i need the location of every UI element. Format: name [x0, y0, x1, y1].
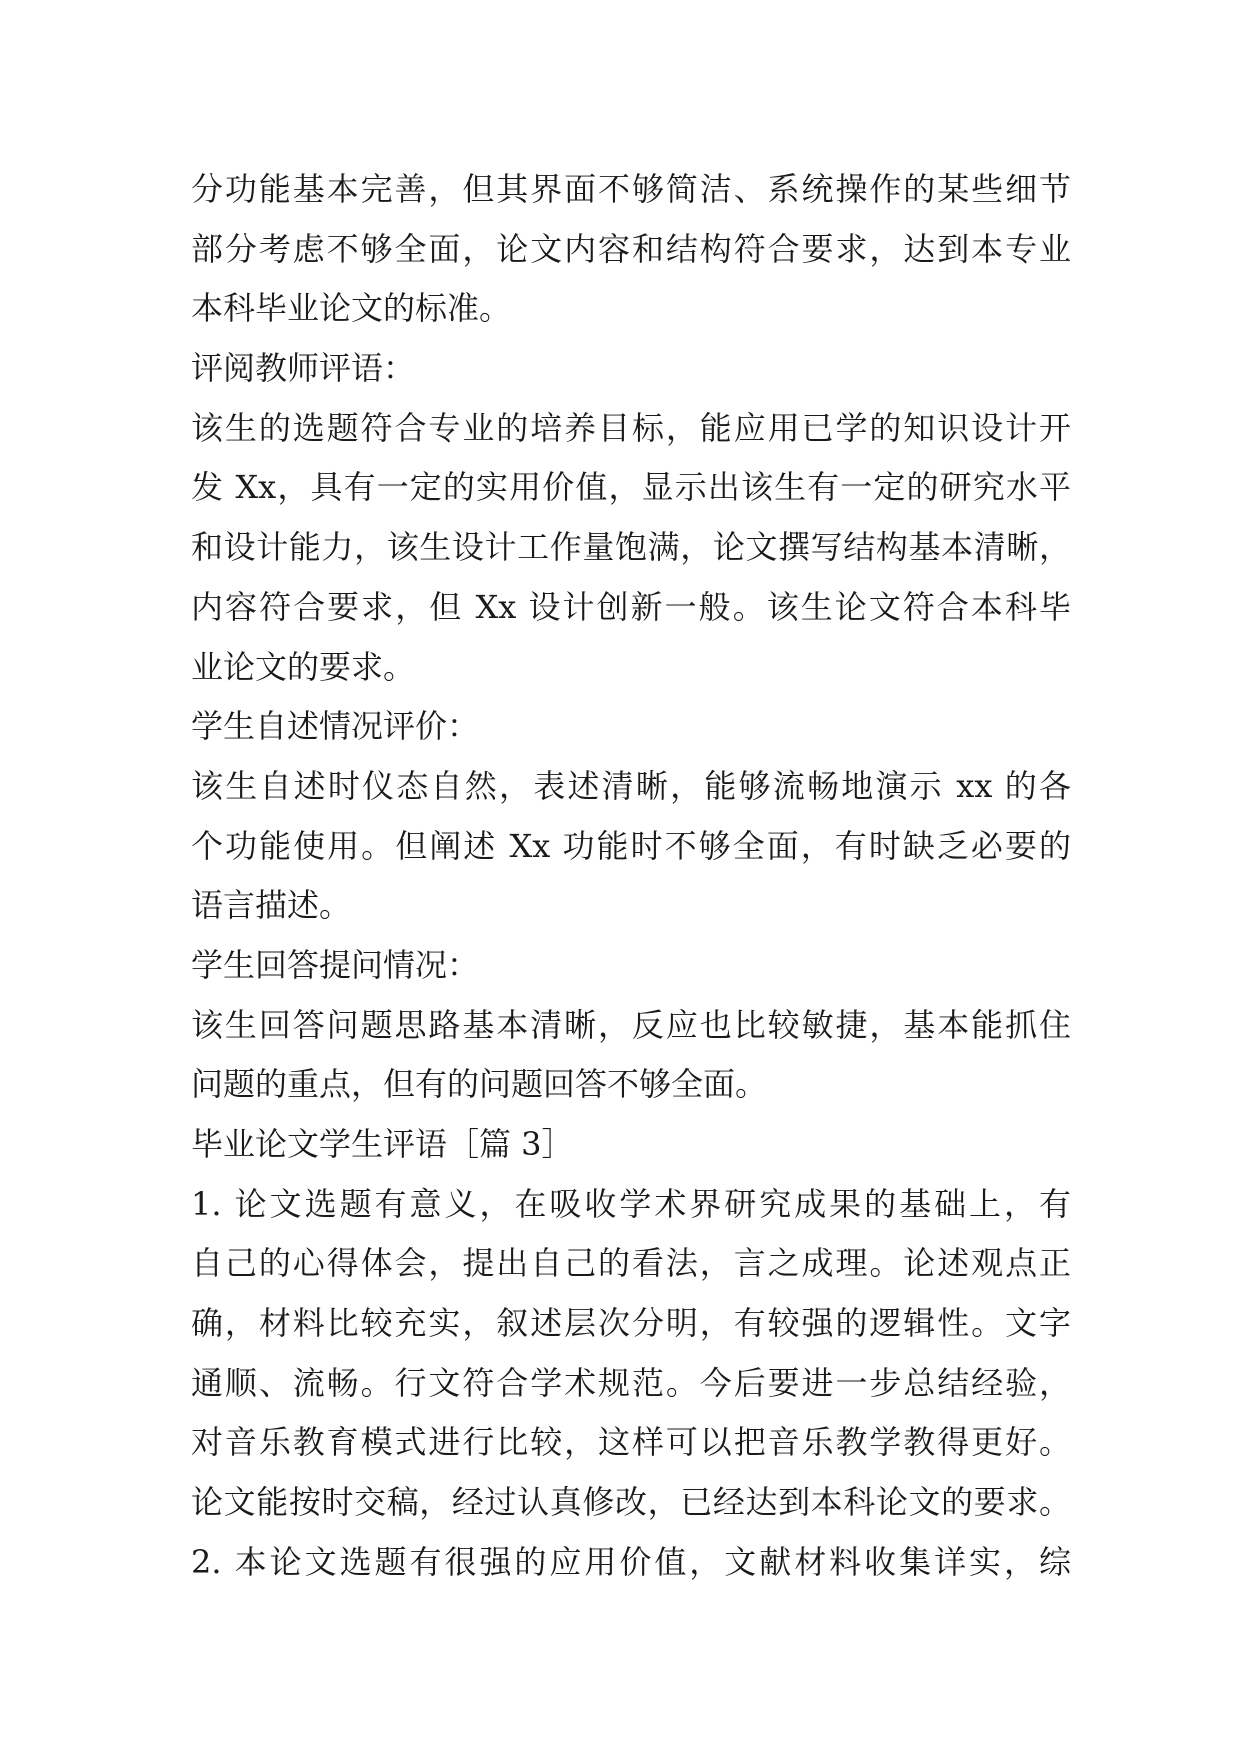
text-line-9: 业论文的要求。 — [191, 647, 416, 686]
text-line-24: 2. 本论文选题有很强的应用价值，文献材料收集详实，综 — [191, 1542, 1071, 1581]
text-line-6: 发 Xx，具有一定的实用价值，显示出该生有一定的研究水平 — [191, 468, 1071, 507]
text-line-2: 部分考虑不够全面，论文内容和结构符合要求，达到本专业 — [191, 229, 1071, 268]
section-heading-part-3: 毕业论文学生评语［篇 3］ — [191, 1125, 574, 1163]
text-line-15: 该生回答问题思路基本清晰，反应也比较敏捷，基本能抓住 — [191, 1005, 1071, 1044]
text-line-1: 分功能基本完善，但其界面不够简洁、系统操作的某些细节 — [191, 170, 1071, 208]
text-line-23: 论文能按时交稿，经过认真修改，已经达到本科论文的要求。 — [191, 1483, 1071, 1522]
text-line-18: 1. 论文选题有意义，在吸收学术界研究成果的基础上，有 — [191, 1184, 1071, 1223]
text-line-20: 确，材料比较充实，叙述层次分明，有较强的逻辑性。文字 — [191, 1304, 1071, 1343]
text-line-12: 个功能使用。但阐述 Xx 功能时不够全面，有时缺乏必要的 — [191, 826, 1071, 865]
section-heading-self-statement: 学生自述情况评价： — [191, 707, 480, 746]
text-line-21: 通顺、流畅。行文符合学术规范。今后要进一步总结经验， — [191, 1363, 1071, 1402]
section-heading-qa: 学生回答提问情况： — [191, 945, 480, 984]
text-line-7: 和设计能力，该生设计工作量饱满，论文撰写结构基本清晰， — [191, 528, 1071, 567]
text-line-13: 语言描述。 — [191, 886, 352, 925]
text-line-19: 自己的心得体会，提出自己的看法，言之成理。论述观点正 — [191, 1244, 1071, 1283]
text-line-3: 本科毕业论文的标准。 — [191, 289, 512, 328]
text-line-22: 对音乐教育模式进行比较，这样可以把音乐教学教得更好。 — [191, 1423, 1071, 1462]
text-line-11: 该生自述时仪态自然，表述清晰，能够流畅地演示 xx 的各 — [191, 766, 1071, 805]
section-heading-reviewer-comments: 评阅教师评语： — [191, 349, 416, 388]
document-body — [191, 160, 1071, 1593]
text-line-16: 问题的重点，但有的问题回答不够全面。 — [191, 1065, 768, 1104]
text-line-8: 内容符合要求，但 Xx 设计创新一般。该生论文符合本科毕 — [191, 587, 1071, 626]
text-line-5: 该生的选题符合专业的培养目标，能应用已学的知识设计开 — [191, 408, 1071, 447]
